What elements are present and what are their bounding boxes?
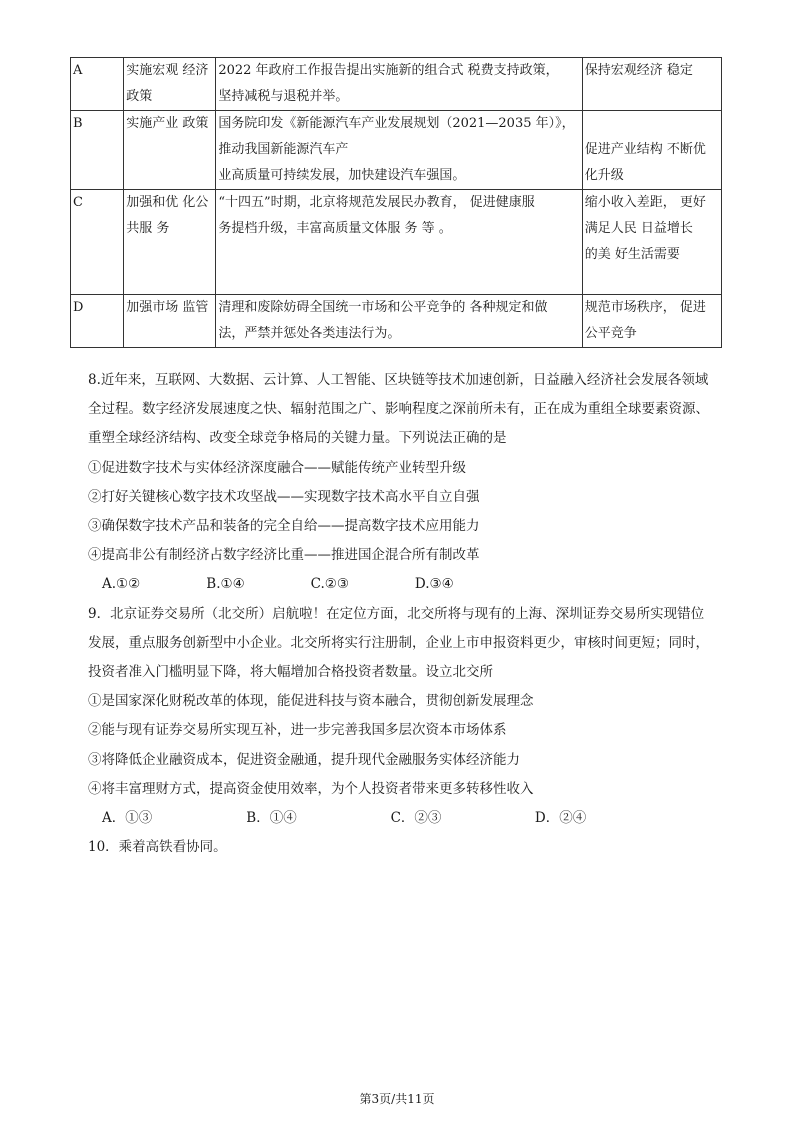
questions-body	[88, 366, 728, 862]
question-stem-line: 发展，重点服务创新型中小企业。北交所将实行注册制，企业上市申报资料更少，审核时间更短；同时，	[88, 634, 709, 651]
question-9	[88, 600, 728, 834]
choice-d: D.③④	[414, 576, 454, 593]
choice-c: C.②③	[310, 576, 349, 593]
statement-item: ③将降低企业融资成本，促进资金融通，提升现代金融服务实体经济能力	[88, 751, 520, 768]
content-cell: 国务院印发《新能源汽车产业发展规划（2021—2035 年）》， 推动我国新能源汽车产 业高质量可持续发展，加快建设汽车强国。	[216, 111, 582, 190]
statement-item: ④提高非公有制经济占数字经济比重——推进国企混合所有制改革	[88, 547, 480, 564]
measure-cell: 实施宏观 经济 政策	[124, 58, 216, 111]
table-row	[71, 190, 722, 295]
table-row	[71, 111, 722, 190]
option-letter: A	[71, 58, 124, 111]
content-cell: 清理和废除妨碍全国统一市场和公平竞争的 各种规定和做 法，严禁并惩处各类违法行为。	[216, 295, 582, 348]
choice-a: A．①③	[102, 810, 153, 827]
question-10	[88, 833, 728, 862]
choice-b: B．①④	[246, 810, 297, 827]
statement-item: ①是国家深化财税改革的体现，能促进科技与资本融合，贯彻创新发展理念	[88, 693, 534, 710]
question-stem-line: 10．乘着高铁看协同。	[88, 839, 227, 856]
table-row	[71, 58, 722, 111]
measure-cell: 实施产业 政策	[124, 111, 216, 190]
statement-item: ④将丰富理财方式，提高资金使用效率，为个人投资者带来更多转移性收入	[88, 780, 534, 797]
options-table	[70, 57, 722, 348]
choice-b: B.①④	[206, 576, 245, 593]
content-cell: 2022 年政府工作报告提出实施新的组合式 税费支持政策， 坚持减税与退税并举。	[216, 58, 582, 111]
choice-c: C．②③	[390, 810, 442, 827]
choice-a: A.①②	[102, 576, 141, 593]
measure-cell: 加强市场 监管	[124, 295, 216, 348]
statement-item: ③确保数字技术产品和装备的完全自给——提高数字技术应用能力	[88, 518, 480, 535]
question-stem-line: 全过程。数字经济发展速度之快、辐射范围之广、影响程度之深前所未有，正在成为重组全球要素资源、	[88, 401, 709, 418]
choice-d: D．②④	[534, 810, 587, 827]
question-stem-line: 投资者准入门槛明显下降，将大幅增加合格投资者数量。设立北交所	[88, 664, 493, 681]
question-stem-line: 9．北京证券交易所（北交所）启航啦！在定位方面，北交所将与现有的上海、深圳证券交易所实现错位	[88, 605, 705, 622]
answer-choices	[88, 804, 728, 833]
question-stem-line: 8.近年来，互联网、大数据、云计算、人工智能、区块链等技术加速创新，日益融入经济社会发展各领域	[88, 372, 709, 388]
measure-cell: 加强和优 化公 共服 务	[124, 190, 216, 295]
question-8	[88, 366, 728, 600]
effect-cell: 促进产业结构 不断优 化升级	[582, 111, 721, 190]
answer-choices	[88, 570, 728, 599]
page-number: 第3页/共11页	[359, 1092, 435, 1106]
effect-cell: 规范市场秩序， 促进 公平竞争	[582, 295, 721, 348]
option-letter: C	[71, 190, 124, 295]
option-letter: D	[71, 295, 124, 348]
statement-item: ②打好关键核心数字技术攻坚战——实现数字技术高水平自立自强	[88, 488, 480, 505]
effect-cell: 保持宏观经济 稳定	[582, 58, 721, 111]
question-stem-line: 重塑全球经济结构、改变全球竞争格局的关键力量。下列说法正确的是	[88, 430, 507, 447]
table-row	[71, 295, 722, 348]
statement-item: ②能与现有证券交易所实现互补，进一步完善我国多层次资本市场体系	[88, 722, 507, 739]
option-letter: B	[71, 111, 124, 190]
content-cell: “十四五”时期，北京将规范发展民办教育， 促进健康服 务提档升级，丰富高质量文体服 务 等 。	[216, 190, 582, 295]
statement-item: ①促进数字技术与实体经济深度融合——赋能传统产业转型升级	[88, 459, 466, 476]
effect-cell: 缩小收入差距， 更好 满足人民 日益增长 的美 好生活需要	[582, 190, 721, 295]
